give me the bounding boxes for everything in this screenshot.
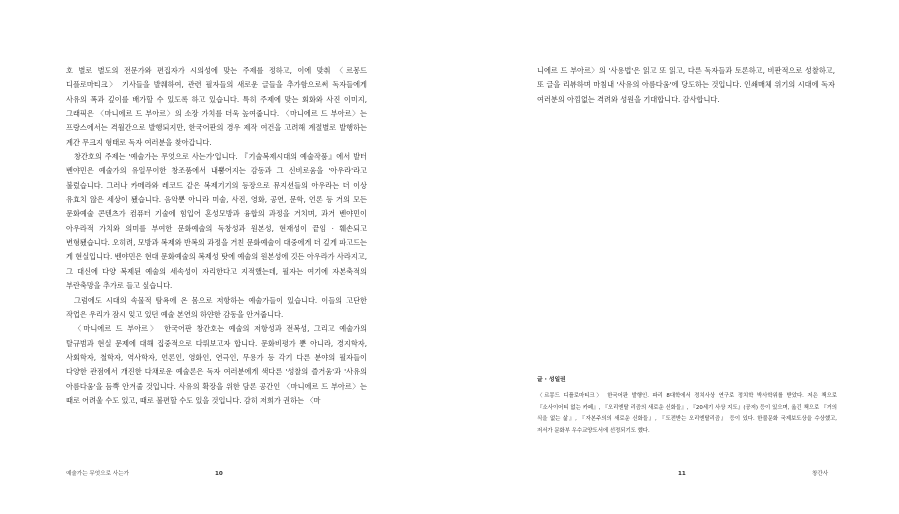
right-page <box>450 0 899 514</box>
left-page <box>0 0 449 514</box>
paragraph: 니에르 드 부아르〉의 '사용법'은 읽고 또 읽고, 다른 독자들과 토론하고, 비판적으로 성찰하고, 또 글을 리뷰하며 마침내 '사유의 아름다움'에 당도하는 것입니다. 인쇄매체 위기의 시대에 독자 여러분의 아낌없는 격려와 성원을 기대합니다. 감사합니다. <box>537 66 835 104</box>
section-label: 창간사 <box>812 471 829 477</box>
running-title: 예술가는 무엇으로 사는가 <box>66 471 129 477</box>
page-number-left: 10 <box>215 471 223 477</box>
author-label: 글 · 성일권 <box>537 377 566 383</box>
paragraph: 창간호의 주제는 '예술가는 무엇으로 사는가'입니다. 『기술복제시대의 예술작품』에서 발터 벤야민은 예술가의 유일무이한 창조품에서 내뿜어지는 감동과 그 신비로움을 '아우라'라고 불렀습니다. 그러나 카메라와 레코드 같은 복제기기의 등장으로 뮤지션들의 아우라는 더 이상 유효치 않은 세상이 됐습니다. 음악뿐 아니라 미술, 사진, 영화, 공연, 문학, 언론 등 거의 모든 문화예술 콘텐츠가 컴퓨터 기술에 힘입어 혼성모방과 융합의 과정을 거치며, 과거 벤야민이 아우라적 가치와 의미를 부여한 문화예술의 독창성과 원본성, 현재성이 끝임 · 훼손되고 변형됐습니다. 오히려, 모방과 복제와 반복의 과정을 거친 문화예술이 대중에게 더 깊게 파고드는 게 현실입니다. 벤야민은 현대 문화예술의 복제성 탓에 예술의 원본성에 깃든 아우라가 사라지고, 그 대신에 다양 복제된 예술의 세속성이 자리한다고 지적했는데, 필자는 여기에 자본축적의 부란축망을 추가로 들고 싶습니다. <box>66 152 367 291</box>
author-bio: 〈르몽드 디플로마티크〉 한국어판 발행인. 파리 8대학에서 정치사상 연구로 정치학 박사학위를 받았다. 저은 책으로 『소사이어티 없는 카페』, 『오리엔탈 리즘의 새로운 신화들』, 『20세기 사상 지도』(공저) 등이 있으며, 옮긴 책으로 『거의 식을 없는 삶』, 『자본주의의 새로운 신화들』, 『도전받는 오리엔탈리즘』 등이 있다. 한불문화 국제보도상을 수상했고, 저서가 문화부 우수교양도서에 선정되기도 했다. <box>537 393 837 434</box>
paragraph: 〈마니에르 드 부아르〉 한국어판 창간호는 예술의 저항성과 전복성, 그리고 예술가의 탈규범과 현실 문제에 대해 집중적으로 다뤄보고자 합니다. 문화비평가 뿐 아니라, 경지학자, 사회학자, 철학자, 역사학자, 언론인, 영화인, 연극인, 무용가 등 각기 다른 분야의 필자들이 다양한 관점에서 개진한 다채로운 예술론은 독자 여러분에게 색다른 '성찰의 즐거움'과 '사유의 아름다움'을 듬뿍 안겨줄 것입니다. 사유의 확장을 위한 담론 공간인 〈마니에르 드 부아르〉는 때로 어려울 수도 있고, 때로 불편할 수도 있을 것입니다. 감히 저희가 권하는 〈마 <box>66 324 367 405</box>
left-body-text <box>66 64 367 408</box>
author-credit <box>537 376 837 437</box>
page-number-right: 11 <box>678 471 686 477</box>
right-body-text <box>537 64 835 107</box>
paragraph: 호 별로 별도의 전문가와 편집자가 시의성에 맞는 주제를 정하고, 이에 맞춰 〈르몽드 디플로마티크〉 기사들을 발췌하여, 관련 필자들의 새로운 글들을 추가함으로써 독자들에게 사유의 폭과 깊이를 배가할 수 있도록 하고 있습니다. 특히 주제에 맞는 회화와 사진 이미지, 그래픽은 〈마니에르 드 부아르〉의 소장 가치를 더욱 높여줍니다. 〈마니에르 드 부아르〉는 프랑스에서는 격월간으로 발행되지만, 한국어판의 경우 제작 여건을 고려해 계절별로 발행하는 계간 무크지 형태로 독자 여러분을 찾아갑니다. <box>66 66 367 147</box>
paragraph: 그럼에도 시대의 속물적 탐욕에 온 몸으로 저항하는 예술가들이 있습니다. 이들의 고단한 작업은 우리가 잠시 잊고 있던 예술 본연의 하얀한 감동을 안겨줍니다. <box>66 295 367 319</box>
